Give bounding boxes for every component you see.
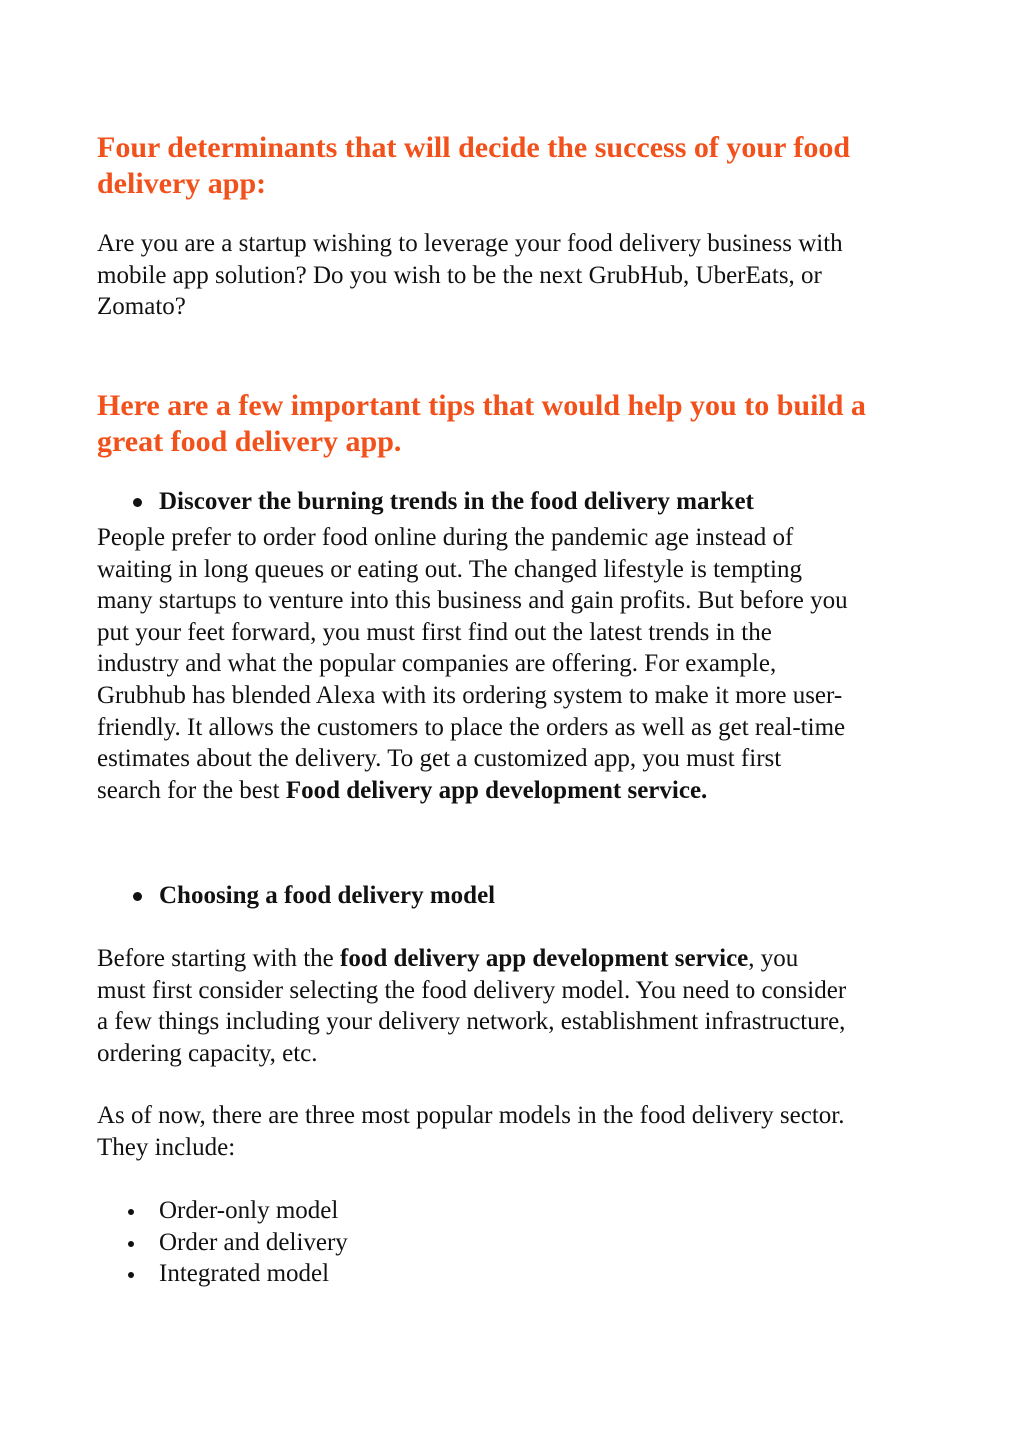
intro-line-2: mobile app solution? Do you wish to be the next GrubHub, UberEats, or: [97, 261, 822, 289]
intro-paragraph: [97, 228, 843, 323]
main-heading: [97, 130, 850, 202]
tip-1-line-3: many startups to venture into this business and gain profits. But before you: [97, 587, 848, 615]
tips-heading: [97, 388, 866, 460]
tip-2-p2-line-1: As of now, there are three most popular models in the food delivery sector.: [97, 1102, 845, 1129]
tips-heading-line-2: great food delivery app.: [97, 425, 402, 458]
model-label: Order-only model: [159, 1197, 339, 1224]
tip-2-title: Choosing a food delivery model: [159, 882, 496, 909]
tip-1-line-8: estimates about the delivery. To get a customized app, you must first: [97, 745, 782, 773]
main-heading-line-2: delivery app:: [97, 167, 267, 200]
tip-1-line-6: Grubhub has blended Alexa with its ordering system to make it more user-: [97, 681, 843, 709]
main-heading-line-1: Four determinants that will decide the success of your food: [97, 131, 851, 164]
tip-1-line-1: People prefer to order food online during the pandemic age instead of: [97, 524, 794, 551]
bullet-dot-icon: [133, 498, 142, 507]
tip-1-service-link-text: Food delivery app development service.: [285, 776, 708, 804]
tip-2-p1-line-2: must first consider selecting the food delivery model. You need to consider: [97, 976, 847, 1004]
tip-1-line-9-prefix: search for the best: [97, 776, 286, 804]
tip-2-paragraph-2: [97, 1100, 844, 1163]
tip-1-line-5: industry and what the popular companies are offering. For example,: [97, 650, 777, 678]
tip-1-line-7: friendly. It allows the customers to place the orders as well as get real-time: [97, 713, 846, 741]
bullet-dot-icon: [128, 1241, 134, 1247]
bullet-dot-icon: [133, 892, 142, 901]
bullet-dot-icon: [128, 1272, 134, 1278]
tip-2-p2-line-2: They include:: [97, 1133, 236, 1161]
model-label: Integrated model: [159, 1260, 330, 1288]
tips-heading-line-1: Here are a few important tips that would help you to build a: [97, 389, 866, 422]
model-label: Order and delivery: [159, 1228, 348, 1256]
tip-2-p1-prefix: Before starting with the: [97, 945, 340, 972]
tip-1-paragraph: [97, 522, 848, 806]
bullet-dot-icon: [128, 1209, 134, 1215]
tip-1-title: Discover the burning trends in the food delivery market: [159, 488, 754, 515]
tip-2-p1-line-3: a few things including your delivery network, establishment infrastructure,: [97, 1008, 846, 1036]
tip-2-service-bold: food delivery app development service: [340, 945, 749, 972]
intro-line-3: Zomato?: [97, 293, 186, 321]
tip-2-p1-suffix: , you: [748, 945, 799, 972]
tip-1-line-4: put your feet forward, you must first find out the latest trends in the: [97, 618, 772, 646]
tip-1-line-2: waiting in long queues or eating out. The changed lifestyle is tempting: [97, 555, 802, 583]
intro-line-1: Are you are a startup wishing to leverage your food delivery business with: [97, 230, 843, 257]
tip-2-p1-line-4: ordering capacity, etc.: [97, 1039, 318, 1067]
tip-2-paragraph-1: [97, 943, 846, 1069]
